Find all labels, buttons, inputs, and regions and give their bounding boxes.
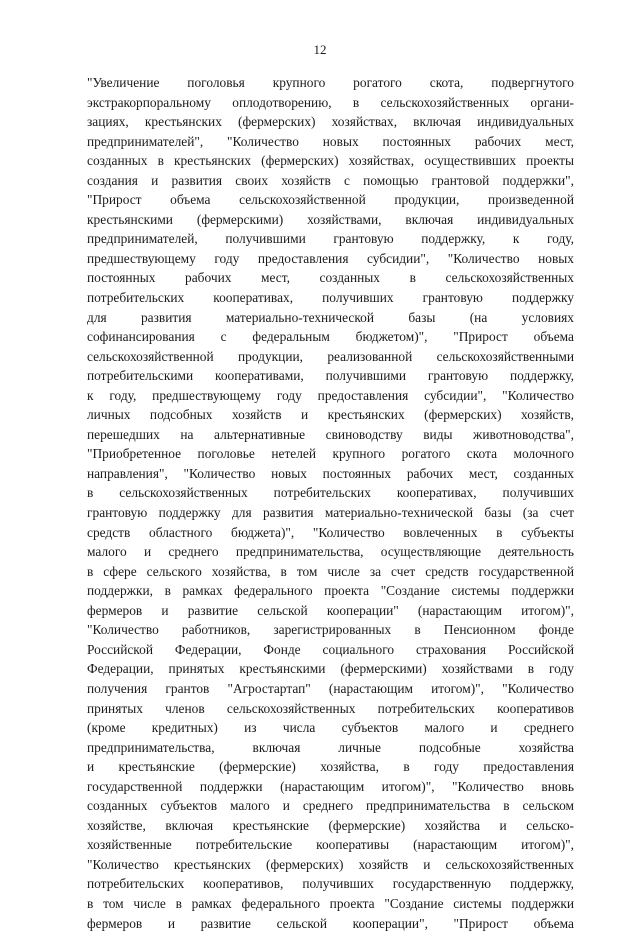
body-text bbox=[87, 73, 574, 933]
text-line: малого и среднего предпринимательства, осуществляющие деятельность bbox=[87, 544, 574, 560]
text-line: предпринимателей", "Количество новых постоянных рабочих мест, bbox=[87, 133, 574, 149]
text-line: крестьянскими (фермерскими) хозяйствами, включая индивидуальных bbox=[87, 211, 574, 227]
text-line: предшествующему году предоставления субсидии", "Количество новых bbox=[87, 250, 574, 266]
text-line: зациях, крестьянских (фермерских) хозяйствах, включая индивидуальных bbox=[87, 114, 574, 130]
text-line: созданных субъектов малого и среднего предпринимательства в сельском bbox=[87, 798, 574, 814]
text-line: государственной поддержки (нарастающим итогом)", "Количество вновь bbox=[87, 778, 574, 794]
text-line: "Количество работников, зарегистрированных в Пенсионном фонде bbox=[87, 622, 574, 638]
text-line: фермеров и развитие сельской кооперации", "Прирост объема bbox=[87, 915, 574, 931]
text-line: хозяйственные потребительские кооперативы (нарастающим итогом)", bbox=[87, 837, 574, 853]
text-line: личных подсобных хозяйств и крестьянских (фермерских) хозяйств, bbox=[87, 407, 574, 423]
text-line: "Прирост объема сельскохозяйственной продукции, произведенной bbox=[87, 192, 574, 208]
text-line: Российской Федерации, Фонде социального страхования Российской bbox=[87, 641, 574, 657]
text-line: экстракорпоральному оплодотворению, в сельскохозяйственных органи- bbox=[87, 94, 574, 110]
text-line: "Количество крестьянских (фермерских) хозяйств и сельскохозяйственных bbox=[87, 856, 574, 872]
text-line: (кроме кредитных) из числа субъектов малого и среднего bbox=[87, 720, 574, 736]
text-line: поддержки, в рамках федерального проекта "Создание системы поддержки bbox=[87, 583, 574, 599]
text-line: направления", "Количество новых постоянных рабочих мест, созданных bbox=[87, 465, 574, 481]
text-line: созданных в крестьянских (фермерских) хозяйствах, осуществивших проекты bbox=[87, 153, 574, 169]
text-line: получения грантов "Агростартап" (нарастающим итогом)", "Количество bbox=[87, 680, 574, 696]
text-line: к году, предшествующему году предоставления субсидии", "Количество bbox=[87, 387, 574, 403]
text-line: создания и развития своих хозяйств с помощью грантовой поддержки", bbox=[87, 172, 574, 188]
text-line: предпринимательства, включая личные подсобные хозяйства bbox=[87, 739, 574, 755]
text-line: "Приобретенное поголовье нетелей крупного рогатого скота молочного bbox=[87, 446, 574, 462]
text-line: грантовую поддержку для развития материально-технической базы (за счет bbox=[87, 505, 574, 521]
text-line: потребительскими кооперативами, получившими грантовую поддержку, bbox=[87, 368, 574, 384]
text-line: хозяйстве, включая крестьянские (фермерские) хозяйства и сельско- bbox=[87, 817, 574, 833]
text-line: принятых членов сельскохозяйственных потребительских кооперативов bbox=[87, 700, 574, 716]
text-line: Федерации, принятых крестьянскими (фермерскими) хозяйствами в году bbox=[87, 661, 574, 677]
text-line: потребительских кооперативов, получивших государственную поддержку, bbox=[87, 876, 574, 892]
text-line: софинансирования с федеральным бюджетом)", "Прирост объема bbox=[87, 329, 574, 345]
text-line: в том числе в рамках федерального проекта "Создание системы поддержки bbox=[87, 895, 574, 911]
text-line: перешедших на альтернативные свиноводству виды животноводства", bbox=[87, 426, 574, 442]
text-line: "Увеличение поголовья крупного рогатого скота, подвергнутого bbox=[87, 75, 574, 90]
text-line: постоянных рабочих мест, созданных в сельскохозяйственных bbox=[87, 270, 574, 286]
text-line: для развития материально-технической базы (на условиях bbox=[87, 309, 574, 325]
text-line: фермеров и развитие сельской кооперации" (нарастающим итогом)", bbox=[87, 602, 574, 618]
text-line: сельскохозяйственной продукции, реализованной сельскохозяйственными bbox=[87, 348, 574, 364]
text-line: в сельскохозяйственных потребительских кооперативах, получивших bbox=[87, 485, 574, 501]
text-line: предпринимателей, получившими грантовую поддержку, к году, bbox=[87, 231, 574, 247]
text-line: и крестьянские (фермерские) хозяйства, в году предоставления bbox=[87, 759, 574, 775]
text-line: средств областного бюджета)", "Количество вовлеченных в субъекты bbox=[87, 524, 574, 540]
page-number: 12 bbox=[313, 42, 327, 57]
text-line: в сфере сельского хозяйства, в том числе за счет средств государственной bbox=[87, 563, 574, 579]
text-line: потребительских кооперативах, получивших грантовую поддержку bbox=[87, 290, 574, 306]
